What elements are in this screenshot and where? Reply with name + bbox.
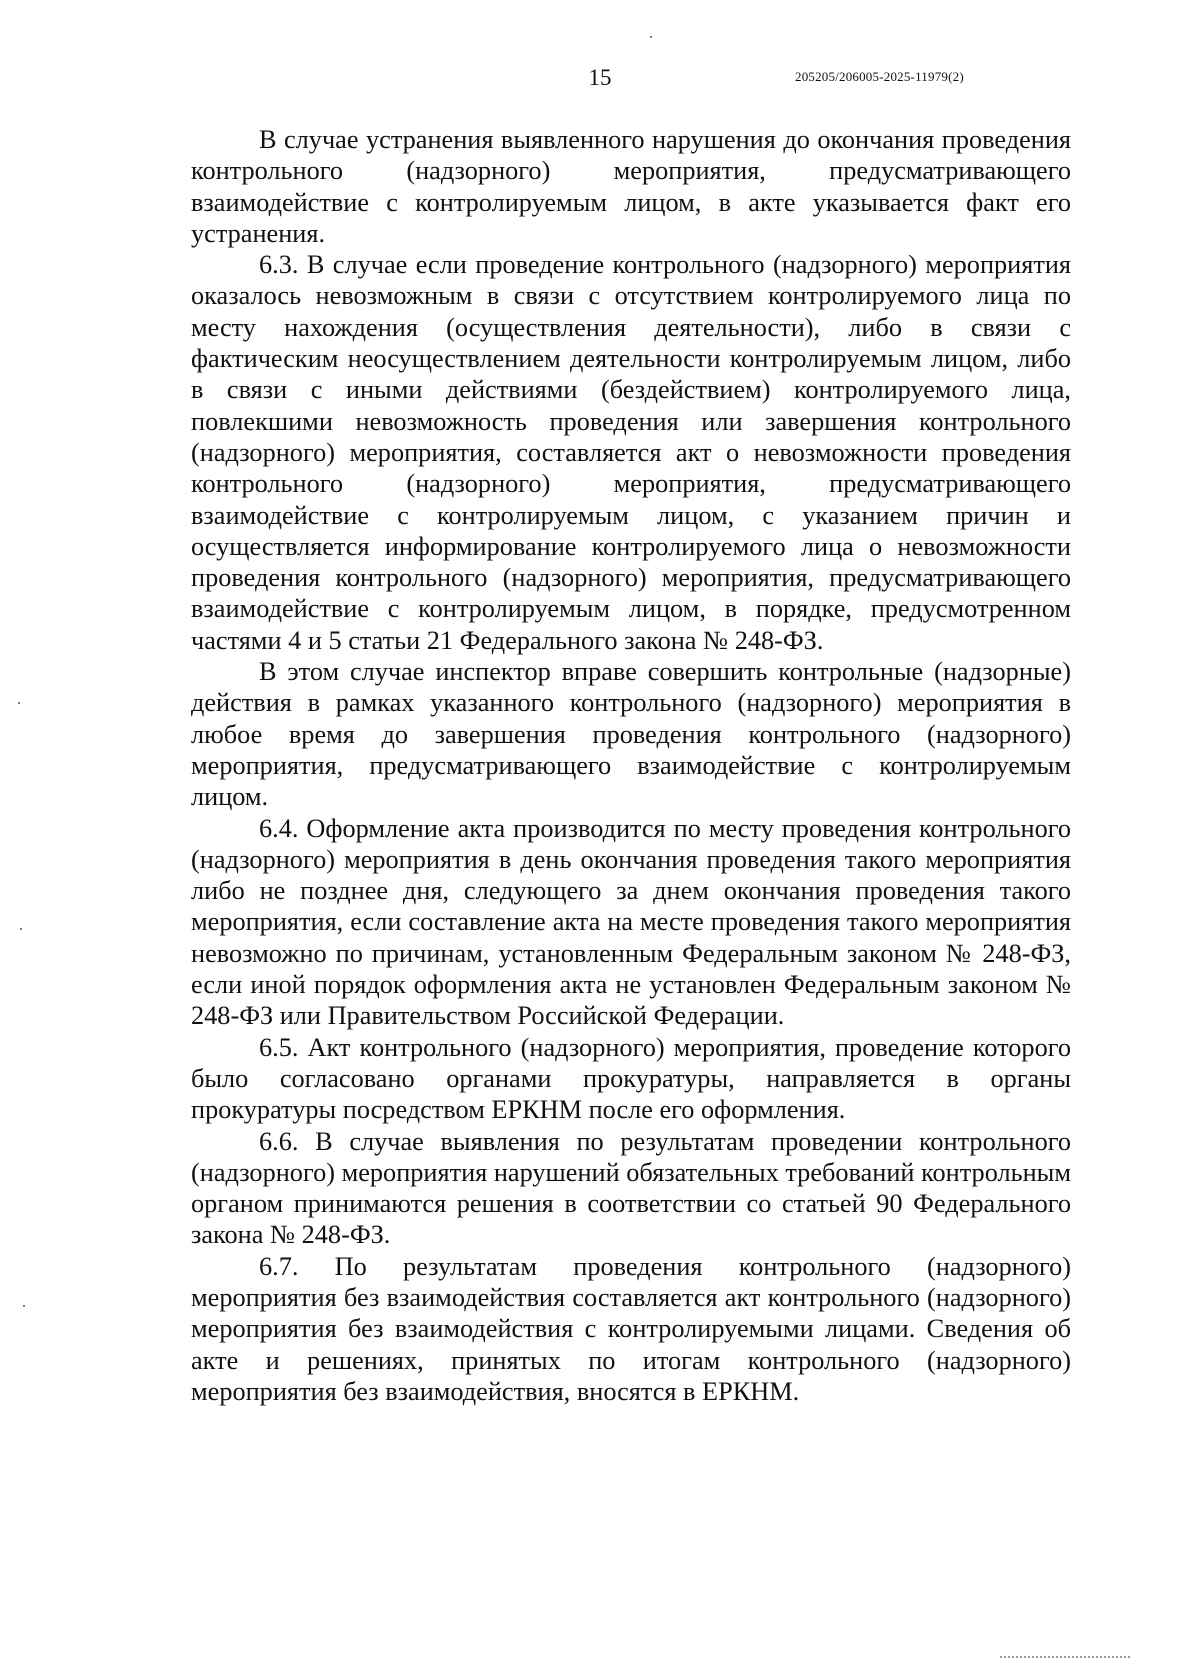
paragraph-6-7: 6.7. По результатам проведения контрольного (надзорного) мероприятия без взаимодействия составляется акт контрольного (надзорного) мероприятия без взаимодействия с контролируемыми лицами. Сведения об акте и решениях, принятых по итогам контрольного (надзорного) мероприятия без взаимодействия, вносятся в ЕРКНМ. xyxy=(191,1251,1071,1406)
paragraph-6-6: 6.6. В случае выявления по результатам проведении контрольного (надзорного) мероприятия нарушений обязательных требований контрольным органом принимаются решения в соответствии со статьей 90 Федерального закона № 248-ФЗ. xyxy=(191,1126,1071,1250)
scan-speck xyxy=(650,36,652,38)
document-id: 205205/206005-2025-11979(2) xyxy=(795,69,964,84)
document-body xyxy=(191,124,1071,1407)
paragraph-inspector-rights: В этом случае инспектор вправе совершить контрольные (надзорные) действия в рамках указанного контрольного (надзорного) мероприятия в любое время до завершения проведения контрольного (надзорного) мероприятия, предусматривающего взаимодействие с контролируемым лицом. xyxy=(191,657,1071,812)
page-number: 15 xyxy=(588,65,612,90)
scan-speck xyxy=(23,1305,25,1307)
paragraph-6-4: 6.4. Оформление акта производится по месту проведения контрольного (надзорного) мероприятия в день окончания проведения такого мероприятия либо не позднее дня, следующего за днем окончания проведения такого мероприятия, если составление акта на месте проведения такого мероприятия невозможно по причинам, установленным Федеральным законом № 248-ФЗ, если иной порядок оформления акта не установлен Федеральным законом № 248-ФЗ или Правительством Российской Федерации. xyxy=(191,813,1071,1031)
paragraph-6-3: 6.3. В случае если проведение контрольного (надзорного) мероприятия оказалось невозможным в связи с отсутствием контролируемого лица по месту нахождения (осуществления деятельности), либо в связи с фактическим неосуществлением деятельности контролируемым лицом, либо в связи с иными действиями (бездействием) контролируемого лица, повлекшими невозможность проведения или завершения контрольного (надзорного) мероприятия, составляется акт о невозможности проведения контрольного (надзорного) мероприятия, предусматривающего взаимодействие с контролируемым лицом, с указанием причин и осуществляется информирование контролируемого лица о невозможности проведения контрольного (надзорного) мероприятия, предусматривающего взаимодействие с контролируемым лицом, в порядке, предусмотренном частями 4 и 5 статьи 21 Федерального закона № 248-ФЗ. xyxy=(191,250,1071,655)
paragraph-violation-fix: В случае устранения выявленного нарушения до окончания проведения контрольного (надзорного) мероприятия, предусматривающего взаимодействие с контролируемым лицом, в акте указывается факт его устранения. xyxy=(191,125,1071,248)
scan-speck xyxy=(18,702,20,704)
scan-speck xyxy=(20,928,22,930)
paragraph-6-5: 6.5. Акт контрольного (надзорного) мероприятия, проведение которого было согласовано органами прокуратуры, направляется в органы прокуратуры посредством ЕРКНМ после его оформления. xyxy=(191,1032,1071,1125)
scan-edge-mark xyxy=(1000,1656,1130,1662)
